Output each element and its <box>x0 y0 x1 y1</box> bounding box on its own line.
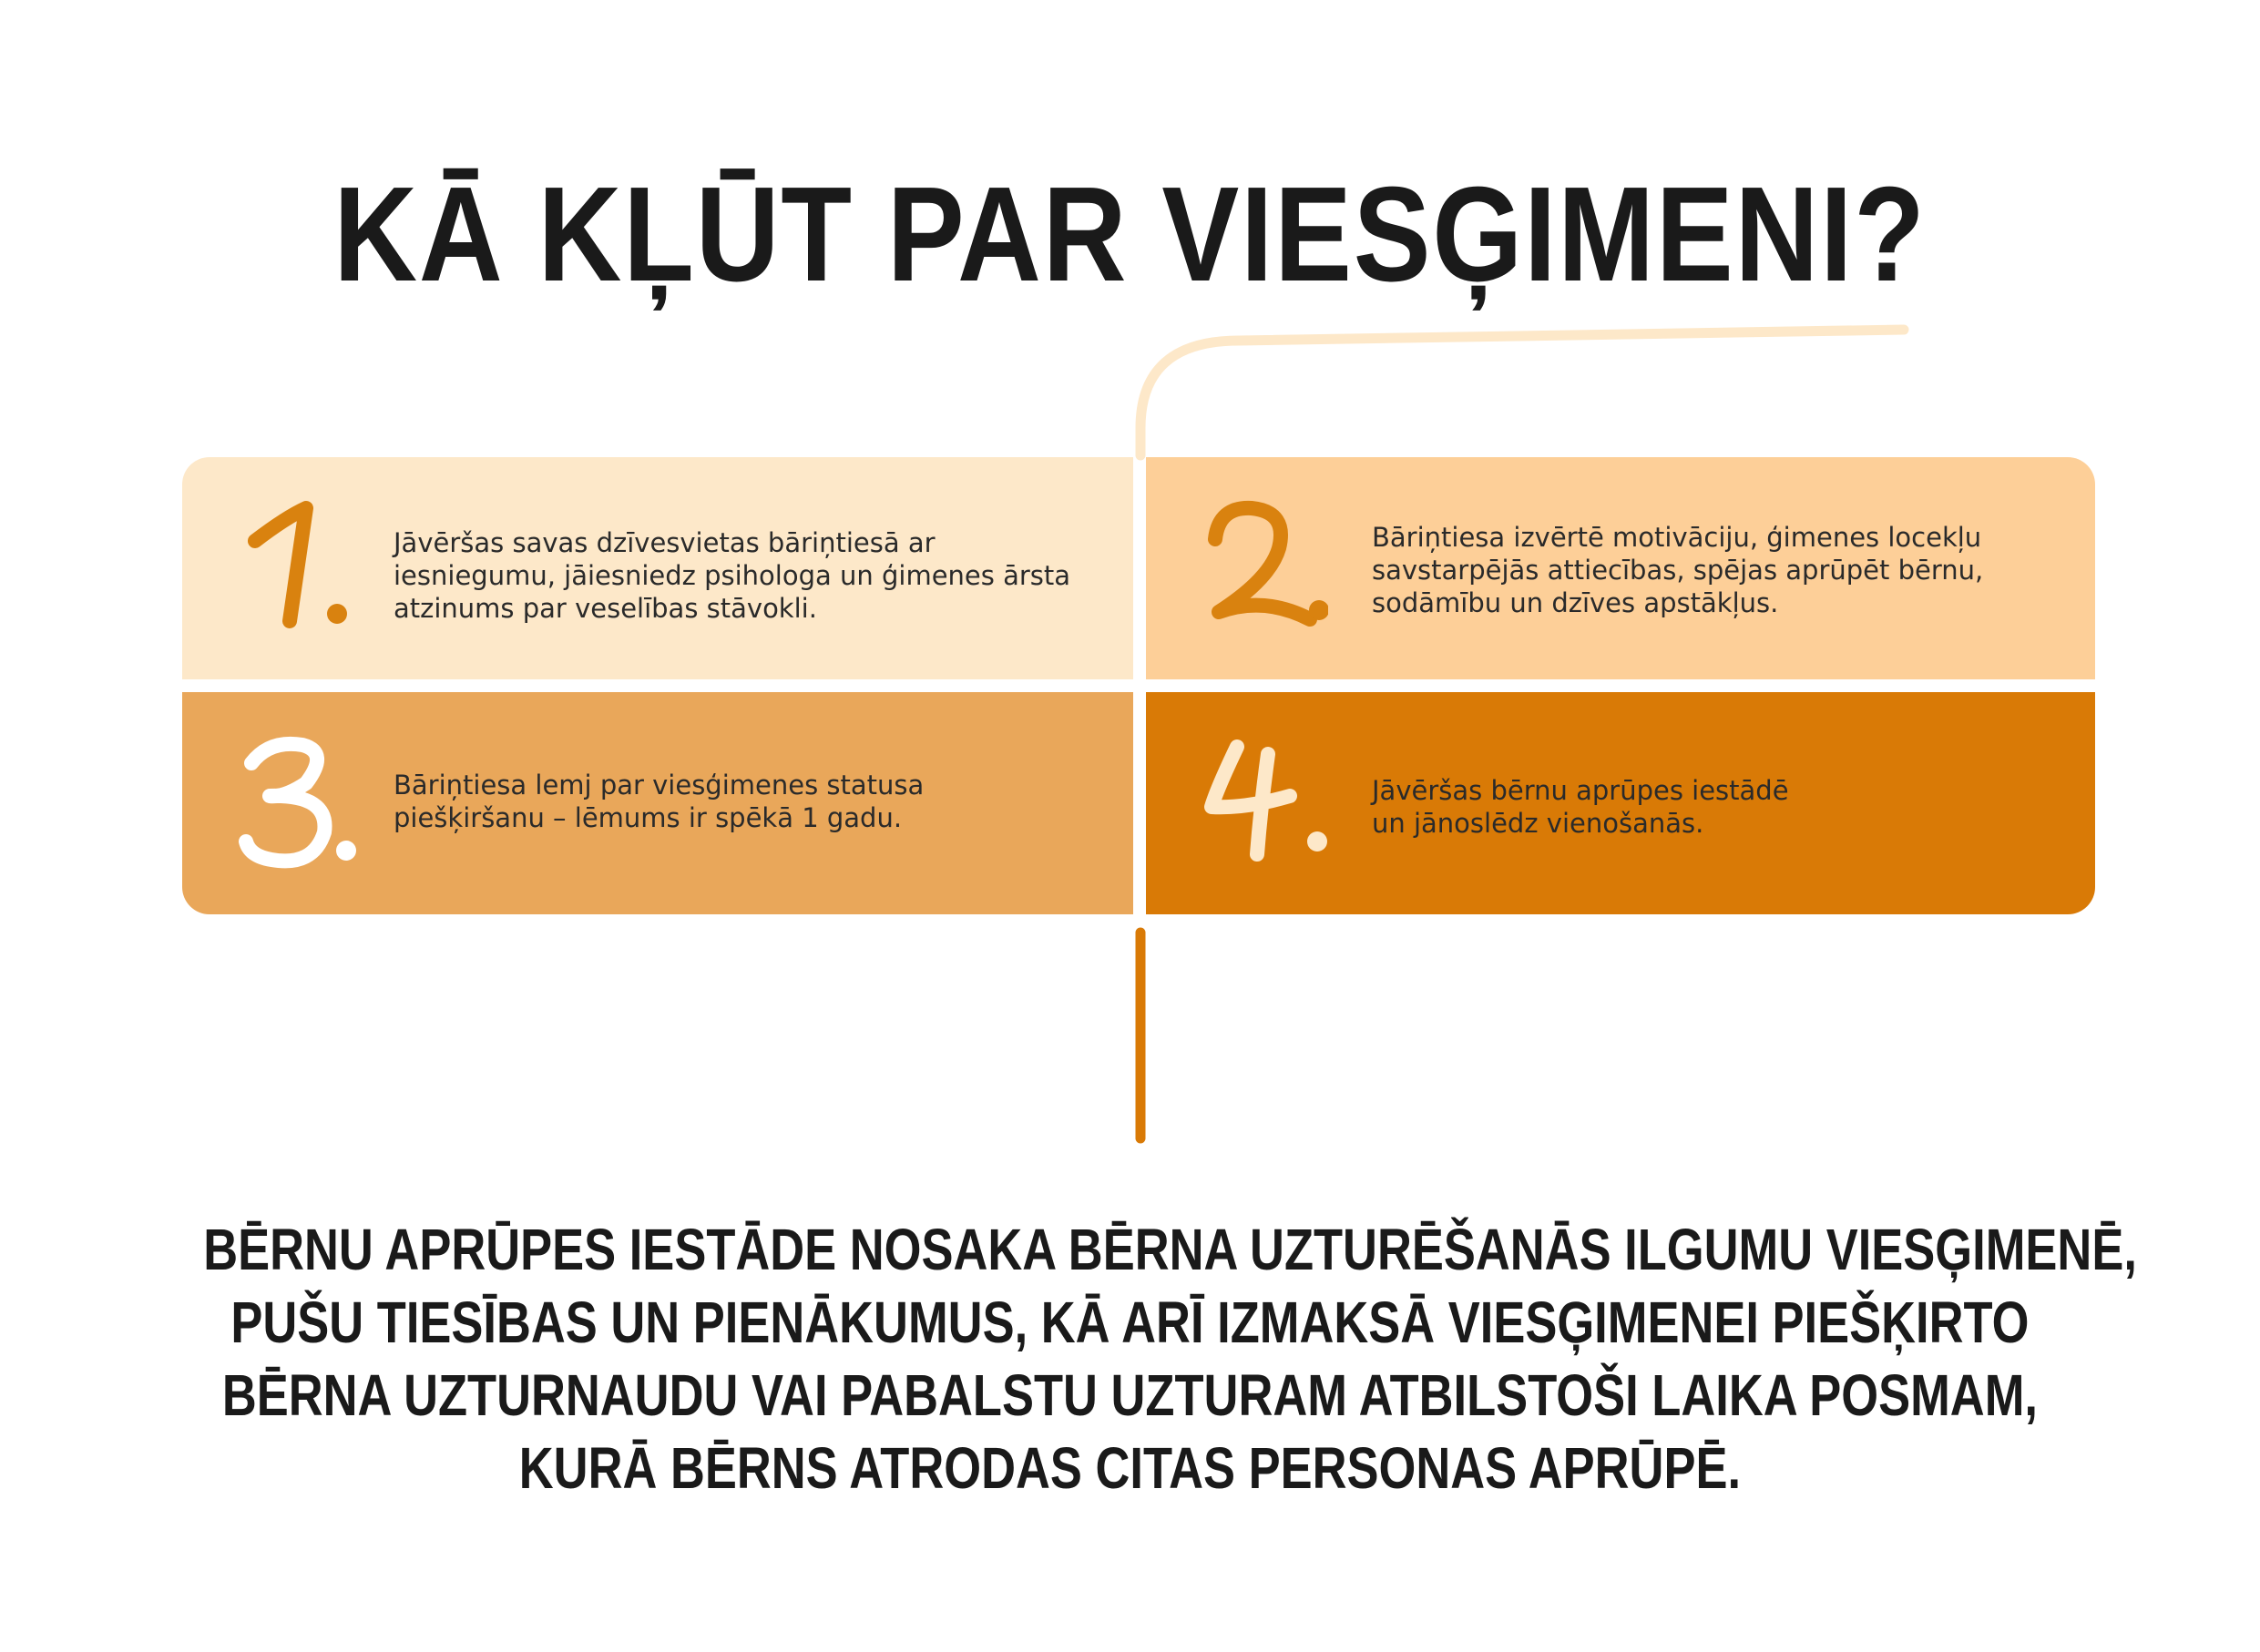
number-1-icon <box>239 488 366 643</box>
step-1-card <box>182 457 1133 679</box>
top-curved-line <box>1140 330 1904 455</box>
step-3-card <box>182 692 1133 914</box>
summary-text <box>203 1213 2137 1504</box>
step-2-card <box>1146 457 2095 679</box>
summary-line: KURĀ BĒRNS ATRODAS CITAS PERSONAS APRŪPĒ. <box>518 1435 1742 1501</box>
step-3-text: Bāriņtiesa lemj par viesģimenes statusa piešķiršanu – lēmums ir spēkā 1 gadu. <box>394 770 925 833</box>
summary-line: BĒRNU APRŪPES IESTĀDE NOSAKA BĒRNA UZTURĒŠANĀS ILGUMU VIESĢIMENĒ, <box>203 1217 2137 1282</box>
step-2-text: Bāriņtiesa izvērtē motivāciju, ģimenes locekļu savstarpējās attiecības, spējas aprūpēt bērnu, sodāmību un dzīves apstākļus. <box>1372 522 1984 618</box>
number-2-icon <box>1201 488 1328 643</box>
steps-grid <box>182 457 2095 914</box>
step-4-text: Jāvēršas bērnu aprūpes iestādē un jānoslēdz vienošanās. <box>1372 775 1789 839</box>
number-3-icon <box>239 723 366 878</box>
step-4-card <box>1146 692 2095 914</box>
page-title: KĀ KĻŪT PAR VIESĢIMENI? <box>333 159 1927 310</box>
summary-line: PUŠU TIESĪBAS UN PIENĀKUMUS, KĀ ARĪ IZMAKSĀ VIESĢIMENEI PIEŠĶIRTO <box>230 1290 2030 1355</box>
number-4-icon <box>1201 723 1328 878</box>
step-1-text: Jāvēršas savas dzīvesvietas bāriņtiesā ar iesniegumu, jāiesniedz psihologa un ģimenes ārsta atzinums par veselības stāvokli. <box>394 527 1071 624</box>
summary-line: BĒRNA UZTURNAUDU VAI PABALSTU UZTURAM ATBILSTOŠI LAIKA POSMAM, <box>221 1362 2038 1428</box>
